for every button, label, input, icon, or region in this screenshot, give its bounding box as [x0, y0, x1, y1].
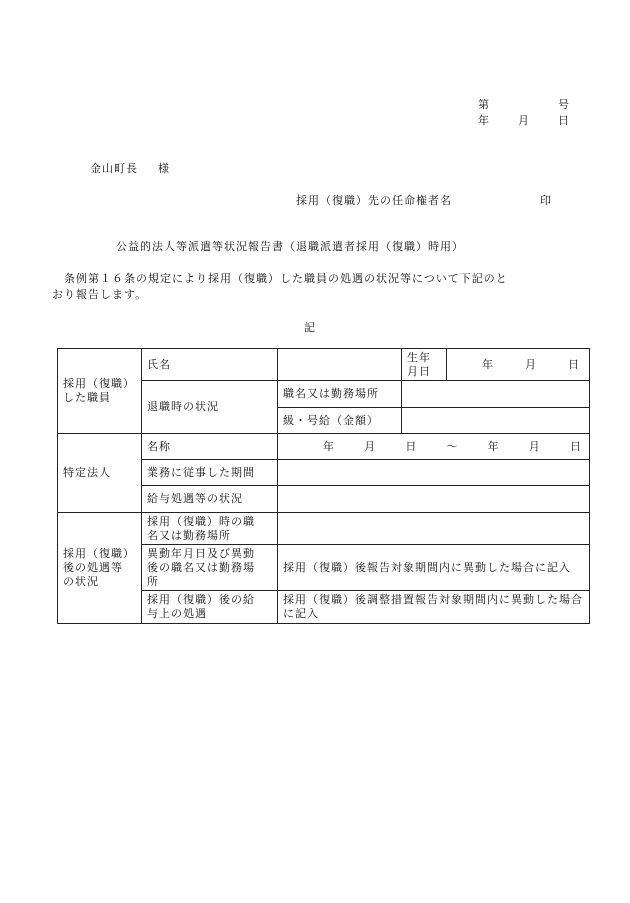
number-suffix: 号	[558, 98, 569, 111]
salary-treatment-label: 採用（復職）後の給 与上の処遇	[142, 591, 278, 624]
start-year-label: 年	[323, 439, 335, 453]
corp-name-label: 名称	[142, 434, 278, 460]
start-day-label: 日	[405, 439, 418, 453]
birthdate-label: 生年 月日	[402, 349, 447, 381]
document-title: 公益的法人等派遣等状況報告書（退職派遣者採用（復職）時用）	[116, 240, 464, 253]
section1-label: 採用（復職） した職員	[58, 349, 142, 434]
salary-treatment-note[interactable]: 採用（復職）後調整措置報告対象期間内に異動した場合に記入	[278, 591, 590, 624]
sender-label: 採用（復職）先の任命権者名	[296, 194, 452, 207]
end-month-label: 月	[528, 439, 541, 453]
grade-label: 級・号給（金額）	[278, 408, 402, 434]
date-month-label: 月	[518, 114, 529, 127]
period-date-range[interactable]	[278, 434, 590, 460]
salary-status-label: 給与処遇等の状況	[142, 486, 278, 513]
name-label: 氏名	[142, 349, 278, 381]
salary-status-field[interactable]	[278, 486, 590, 513]
ki-heading: 記	[304, 321, 315, 334]
end-day-label: 日	[569, 439, 582, 453]
section2-label: 特定法人	[58, 434, 142, 513]
date-day-label: 日	[558, 114, 569, 127]
report-table	[57, 348, 590, 624]
section3-label: 採用（復職） 後の処遇等 の状況	[58, 513, 142, 624]
birth-year-label: 年	[482, 357, 494, 371]
number-label: 第	[478, 98, 489, 111]
post-label: 職名又は勤務場所	[278, 381, 402, 408]
grade-field[interactable]	[402, 408, 590, 434]
addressee-name: 金山町長	[90, 162, 138, 175]
birth-day-label: 日	[568, 357, 580, 371]
reinstated-post-label: 採用（復職）時の職 名又は勤務場所	[142, 513, 278, 545]
date-year-label: 年	[478, 114, 489, 127]
body-text-line2: おり報告します。	[52, 288, 148, 301]
work-period-label: 業務に従事した期間	[142, 460, 278, 486]
seal-mark: 印	[540, 194, 551, 207]
birth-month-label: 月	[525, 357, 537, 371]
body-text-line1: 条例第１６条の規定により採用（復職）した職員の処遇の状況等について下記のと	[64, 272, 508, 285]
end-year-label: 年	[487, 439, 500, 453]
post-field[interactable]	[402, 381, 590, 408]
start-month-label: 月	[364, 439, 377, 453]
transfer-note[interactable]: 採用（復職）後報告対象期間内に異動した場合に記入	[278, 545, 590, 591]
retirement-status-label: 退職時の状況	[142, 381, 278, 434]
reinstated-post-field[interactable]	[278, 513, 590, 545]
addressee-honorific: 様	[158, 162, 169, 175]
range-tilde: ～	[446, 439, 459, 453]
transfer-label: 異動年月日及び異動 後の職名又は勤務場 所	[142, 545, 278, 591]
birthdate-field[interactable]	[447, 349, 590, 381]
work-period-field[interactable]	[278, 460, 590, 486]
name-field[interactable]	[278, 349, 402, 381]
